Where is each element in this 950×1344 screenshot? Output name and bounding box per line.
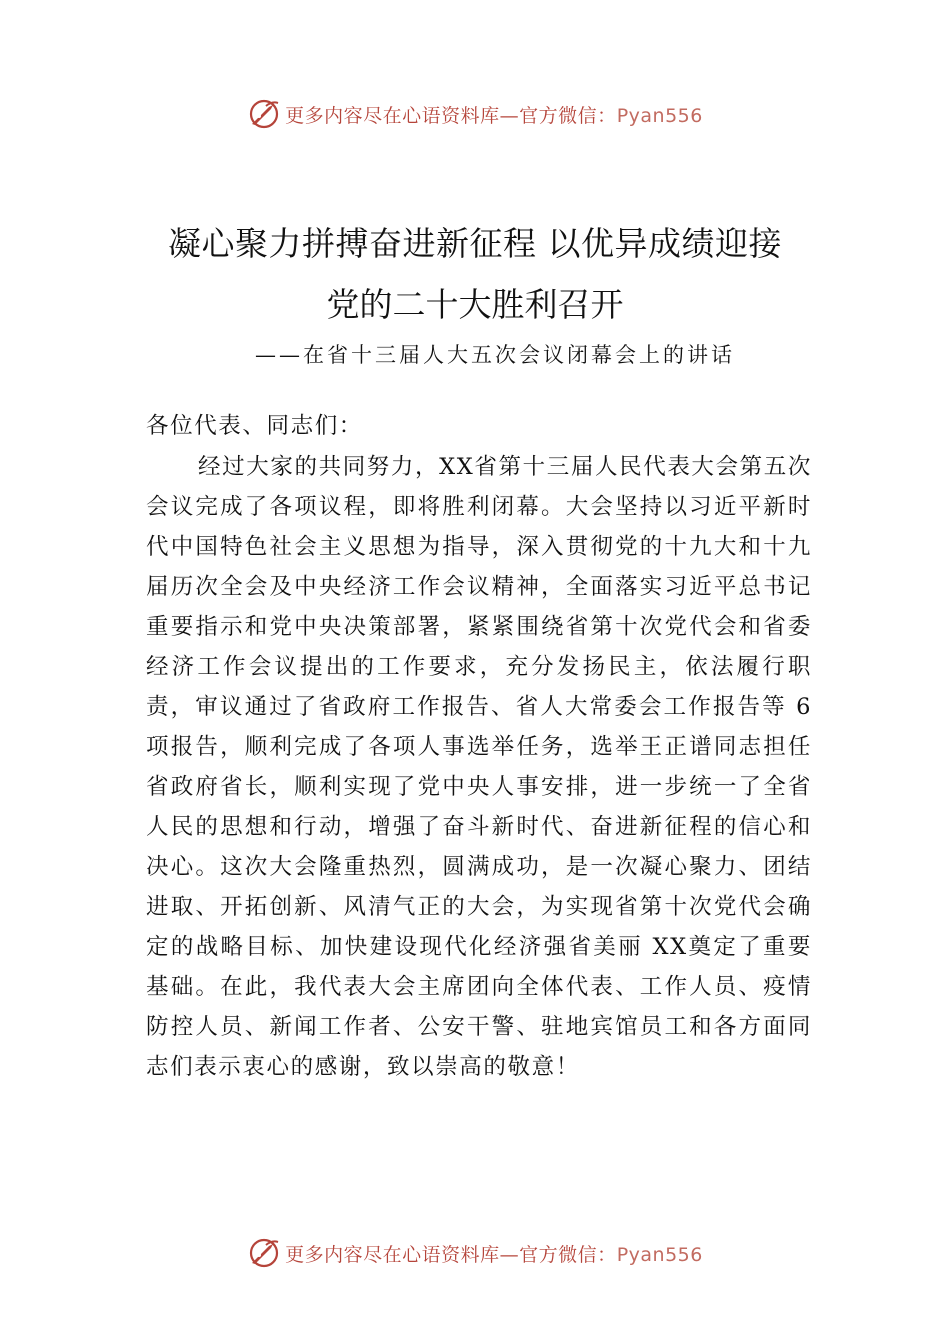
pen-nib-logo-icon: [247, 1236, 281, 1270]
watermark-text: [285, 101, 703, 128]
watermark-site-text: 更多内容尽在心语资料库: [285, 104, 500, 127]
watermark-dash: —: [499, 1243, 520, 1266]
pen-nib-logo-icon: [247, 97, 281, 131]
document-title-line1: 凝心聚力拼搏奋进新征程 以优异成绩迎接: [168, 224, 782, 263]
watermark-wechat-label: 官方微信：: [519, 104, 617, 127]
body-paragraph: 经过大家的共同努力，XX省第十三届人民代表大会第五次会议完成了各项议程，即将胜利闭幕。大会坚持以习近平新时代中国特色社会主义思想为指导，深入贯彻党的十九大和十九届历次全会及中央经济工作会议精神，全面落实习近平总书记重要指示和党中央决策部署，紧紧围绕省第十次党代会和省委经济工作会议提出的工作要求，充分发扬民主，依法履行职责，审议通过了省政府工作报告、省人大常委会工作报告等 6项报告，顺利完成了各项人事选举任务，选举王正谱同志担任省政府省长，顺利实现了党中央人事安排，进一步统一了全省人民的思想和行动，增强了奋斗新时代、奋进新征程的信心和决心。这次大会隆重热烈，圆满成功，是一次凝心聚力、团结进取、开拓创新、风清气正的大会，为实现省第十次党代会确定的战略目标、加快建设现代化经济强省美丽 XX奠定了重要基础。在此，我代表大会主席团向全体代表、工作人员、疫情防控人员、新闻工作者、公安干警、驻地宾馆员工和各方面同志们表示衷心的感谢，致以崇高的敬意！: [146, 454, 812, 1080]
watermark-wechat-id: Pyan556: [616, 104, 703, 127]
header-watermark: [0, 94, 950, 134]
salutation: 各位代表、同志们：: [146, 413, 363, 439]
watermark-text: [285, 1240, 703, 1267]
watermark-dash: —: [499, 104, 520, 127]
document-title-line2: 党的二十大胜利召开: [326, 285, 624, 324]
watermark-wechat-label: 官方微信：: [519, 1243, 617, 1266]
document-subtitle: ——在省十三届人大五次会议闭幕会上的讲话: [255, 343, 735, 367]
watermark-wechat-id: Pyan556: [616, 1243, 703, 1266]
footer-watermark: [0, 1233, 950, 1273]
watermark-site-text: 更多内容尽在心语资料库: [285, 1243, 500, 1266]
